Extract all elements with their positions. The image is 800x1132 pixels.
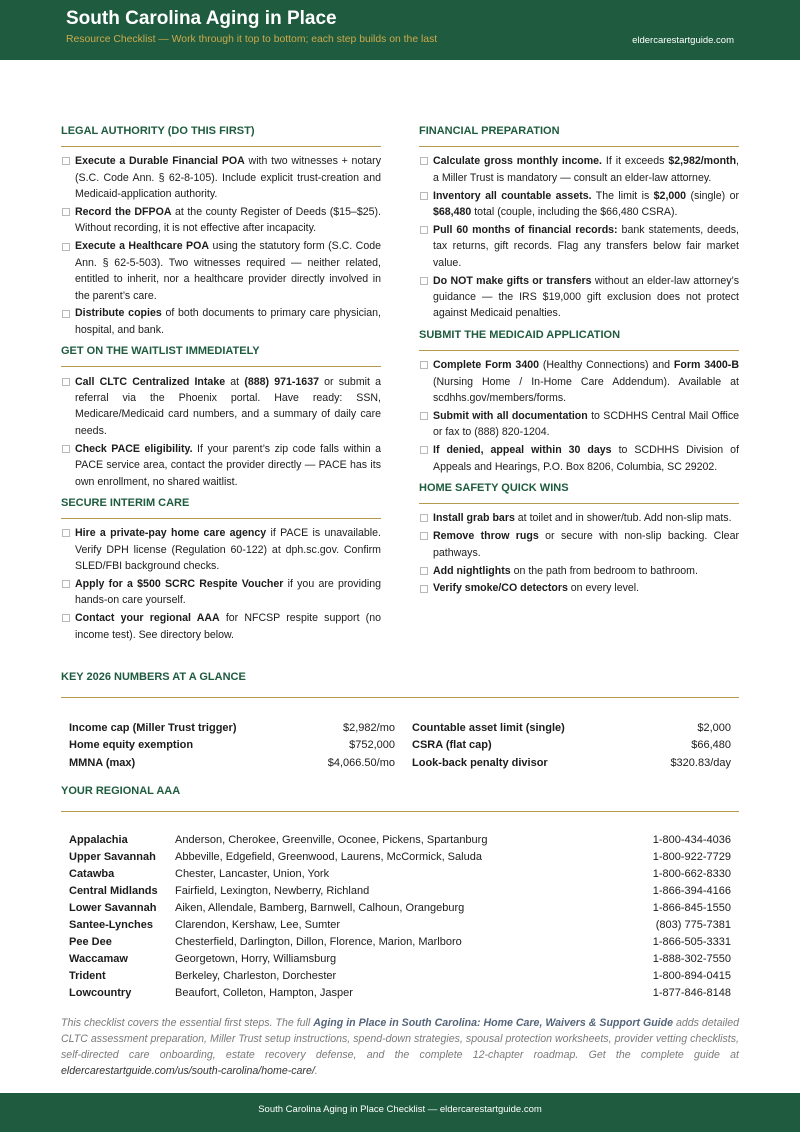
- checkbox[interactable]: [62, 243, 70, 251]
- checkbox[interactable]: [62, 529, 70, 537]
- checklist-item-text: [75, 155, 381, 200]
- aaa-region: Upper Savannah: [69, 851, 156, 863]
- closing-note: [61, 1015, 739, 1079]
- aaa-row: [61, 832, 739, 849]
- aaa-region: Lowcountry: [69, 987, 132, 999]
- aaa-row: [61, 849, 739, 866]
- checkbox[interactable]: [62, 445, 70, 453]
- checkbox[interactable]: [62, 580, 70, 588]
- aaa-counties: Fairfield, Lexington, Newberry, Richland: [175, 885, 370, 897]
- key-numbers-row: [61, 755, 739, 773]
- bold-text: Inventory all countable assets.: [433, 189, 592, 202]
- bold-text: $2,000: [653, 189, 687, 202]
- checklist-item-text: [433, 512, 732, 524]
- text-run: without an elder-law attorney’s guidance — the IRS $19,000 gift exclusion does not protect against Medicaid penalties.: [433, 274, 740, 320]
- bold-text: Call CLTC Centralized Intake: [75, 375, 226, 388]
- checklist-item-text: [433, 224, 739, 269]
- text-run: on every level.: [567, 582, 640, 595]
- bold-text: $2,982/month: [668, 155, 737, 168]
- checklist: [419, 510, 739, 597]
- key-number-pair: [412, 755, 731, 773]
- section-submit-the-medicaid-application: [419, 327, 739, 475]
- note-text: .: [314, 1065, 318, 1077]
- aaa-phone: 1-800-434-4036: [652, 834, 731, 846]
- bold-text: Calculate gross monthly income.: [433, 155, 602, 168]
- checklist: [61, 153, 381, 338]
- checklist-item-text: [75, 240, 381, 301]
- note-text: adds detailed CLTC assessment preparation, Miller Trust setup instructions, spend-down strategies, spousal protection worksheets, provider vetting checklists, self-directed care onboarding, estate recovery defense, and the complete 12-chapter roadmap. Get the complete guide at: [61, 1017, 740, 1061]
- bold-text: Submit with all documentation: [433, 409, 588, 422]
- text-run: to SCDHHS Division of Appeals and Hearings, P.O. Box 8206, Columbia, SC 29202.: [433, 444, 740, 473]
- text-run: If your parent’s zip code falls within a PACE service area, contact the provider directly — PACE has its own enrollment, no shared waitlist.: [75, 442, 381, 488]
- aaa-row: [61, 917, 739, 934]
- bold-text: Pull 60 months of financial records:: [433, 223, 618, 236]
- aaa-region: Santee-Lynches: [69, 919, 153, 931]
- text-run: on the path from bedroom to bathroom.: [510, 564, 698, 577]
- checklist-item: [61, 305, 381, 338]
- aaa-region: Lower Savannah: [69, 902, 157, 914]
- checkbox[interactable]: [420, 277, 428, 285]
- aaa-region: Appalachia: [69, 834, 128, 846]
- key-number-value: $320.83/day: [670, 756, 731, 769]
- bold-text: Install grab bars: [433, 512, 515, 525]
- checklist-item-text: [75, 443, 381, 488]
- key-number-label: CSRA (flat cap): [412, 739, 492, 752]
- text-run: at: [225, 375, 245, 388]
- bold-text: Contact your regional AAA: [75, 612, 220, 625]
- key-numbers-table: [61, 720, 739, 773]
- regional-aaa-table: [61, 832, 739, 1002]
- checkbox[interactable]: [420, 532, 428, 540]
- bold-text: Do NOT make gifts or transfers: [433, 274, 592, 287]
- checkbox[interactable]: [420, 226, 428, 234]
- bold-text: Check PACE eligibility.: [75, 442, 193, 455]
- checklist-item: [61, 238, 381, 304]
- key-number-value: $66,480: [691, 739, 731, 752]
- bold-text: $68,480: [433, 206, 472, 219]
- guide-link[interactable]: eldercarestartguide.com/us/south-carolina/home-care/: [61, 1065, 315, 1077]
- checkbox[interactable]: [62, 614, 70, 622]
- checklist-item-text: [433, 530, 739, 558]
- bold-text: If denied, appeal within 30 days: [433, 444, 612, 457]
- section-legal-authority-do-this-first: [61, 123, 381, 338]
- checkbox[interactable]: [420, 567, 428, 575]
- checklist-item-text: [75, 206, 381, 234]
- text-run: at toilet and in shower/tub. Add non-slip mats.: [514, 512, 732, 525]
- checklist-item-text: [75, 578, 381, 606]
- guide-title: Aging in Place in South Carolina: Home Care, Waivers & Support Guide: [313, 1017, 673, 1029]
- key-number-pair: [412, 737, 731, 755]
- checklist-item: [419, 153, 739, 186]
- bold-text: Add nightlights: [433, 564, 511, 577]
- checklist-item: [419, 442, 739, 475]
- key-number-pair: [412, 720, 731, 738]
- checklist-item: [419, 357, 739, 406]
- checklist-item: [419, 528, 739, 561]
- bold-text: Complete Form 3400: [433, 359, 539, 372]
- text-run: total (couple, including the $66,480 CSRA).: [471, 206, 678, 219]
- checklist: [419, 357, 739, 475]
- header-site-url: eldercarestartguide.com: [632, 35, 734, 46]
- checklist-item: [61, 610, 381, 643]
- section-heading: HOME SAFETY QUICK WINS: [419, 480, 739, 504]
- checkbox[interactable]: [62, 310, 70, 318]
- key-number-pair: [69, 737, 395, 755]
- bold-text: Record the DFPOA: [75, 206, 172, 219]
- bold-text: Hire a private-pay home care agency: [75, 527, 267, 540]
- footer-text: South Carolina Aging in Place Checklist — eldercarestartguide.com: [258, 1104, 542, 1115]
- text-run: for NFCSP respite support (no income test). See directory below.: [75, 612, 381, 641]
- text-run: If it exceeds: [601, 155, 669, 168]
- aaa-phone: 1-800-894-0415: [652, 970, 731, 982]
- bold-text: Distribute copies: [75, 307, 162, 320]
- key-number-pair: [69, 755, 395, 773]
- text-run: bank statements, deeds, tax returns, gift records. Flag any transfers below fair market value.: [433, 223, 739, 269]
- bold-text: Form 3400-B: [673, 359, 739, 372]
- checklist-item-text: [75, 612, 381, 640]
- checkbox[interactable]: [420, 192, 428, 200]
- checklist-item: [419, 188, 739, 221]
- section-heading: SUBMIT THE MEDICAID APPLICATION: [419, 327, 739, 351]
- text-run: if PACE is unavailable. Verify DPH license (Regulation 60-122) at dph.sc.gov. Confirm SLED/FBI background checks.: [75, 527, 381, 573]
- aaa-region: Pee Dee: [69, 936, 112, 948]
- checkbox[interactable]: [62, 378, 70, 386]
- aaa-row: [61, 968, 739, 985]
- checkbox[interactable]: [420, 446, 428, 454]
- checklist-item: [419, 563, 739, 579]
- aaa-phone: 1-800-922-7729: [652, 851, 731, 863]
- bold-text: Apply for a $500 SCRC Respite Voucher: [75, 577, 284, 590]
- aaa-counties: Chester, Lancaster, Union, York: [175, 868, 330, 880]
- key-number-label: Look-back penalty divisor: [412, 756, 548, 769]
- checklist-item: [61, 374, 381, 440]
- text-run: of both documents to primary care physician, hospital, and bank.: [75, 307, 381, 336]
- aaa-counties: Abbeville, Edgefield, Greenwood, Laurens, McCormick, Saluda: [175, 851, 482, 863]
- aaa-row: [61, 934, 739, 951]
- text-run: (single) or: [686, 189, 739, 202]
- bold-text: (888) 971-1637: [244, 375, 319, 388]
- checkbox[interactable]: [420, 361, 428, 369]
- bold-text: Execute a Healthcare POA: [75, 240, 209, 253]
- aaa-phone: 1-866-505-3331: [652, 936, 731, 948]
- key-number-label: Home equity exemption: [69, 739, 194, 752]
- key-number-value: $752,000: [349, 739, 395, 752]
- text-run: (Nursing Home / In-Home Care Addendum). Available at scdhhs.gov/members/forms.: [433, 375, 739, 404]
- checklist-item-text: [433, 410, 739, 438]
- aaa-phone: 1-866-845-1550: [652, 902, 731, 914]
- page-header: [0, 0, 800, 60]
- aaa-counties: Berkeley, Charleston, Dorchester: [175, 970, 337, 982]
- checklist-item-text: [433, 582, 639, 594]
- text-run: to SCDHHS Central Mail Office or fax to (888) 820-1204.: [433, 409, 740, 439]
- aaa-row: [61, 900, 739, 917]
- key-numbers-row: [61, 737, 739, 755]
- checkbox[interactable]: [62, 208, 70, 216]
- section-get-on-the-waitlist-immediately: [61, 343, 381, 490]
- key-numbers-row: [61, 720, 739, 738]
- checklist-item: [419, 408, 739, 441]
- key-numbers-section: [61, 669, 739, 772]
- checklist-item-text: [75, 307, 381, 335]
- checklist: [61, 525, 381, 643]
- text-run: or secure with non-slip backing. Clear pathways.: [433, 530, 739, 559]
- text-run: , a Miller Trust is mandatory — consult an elder-law attorney.: [433, 155, 739, 184]
- checklist-item: [61, 525, 381, 574]
- checklist-left-column: [61, 123, 381, 648]
- checklist: [419, 153, 739, 322]
- section-financial-preparation: [419, 123, 739, 322]
- key-number-pair: [69, 720, 395, 738]
- aaa-counties: Georgetown, Horry, Williamsburg: [175, 953, 337, 965]
- checkbox[interactable]: [420, 412, 428, 420]
- checkbox[interactable]: [62, 157, 70, 165]
- aaa-counties: Chesterfield, Darlington, Dillon, Florence, Marion, Marlboro: [175, 936, 462, 948]
- checkbox[interactable]: [420, 585, 428, 593]
- key-number-label: Countable asset limit (single): [412, 721, 565, 734]
- aaa-counties: Beaufort, Colleton, Hampton, Jasper: [175, 987, 353, 999]
- aaa-phone: 1-888-302-7550: [652, 953, 731, 965]
- key-number-label: MMNA (max): [69, 756, 136, 769]
- aaa-counties: Anderson, Cherokee, Greenville, Oconee, Pickens, Spartanburg: [175, 834, 488, 846]
- regional-aaa-section: [61, 783, 739, 1002]
- aaa-row: [61, 985, 739, 1002]
- checklist-item-text: [433, 359, 739, 404]
- aaa-region: Waccamaw: [69, 953, 128, 965]
- bold-text: Verify smoke/CO detectors: [433, 582, 568, 595]
- checklist-item-text: [433, 275, 739, 320]
- checklist-item: [61, 153, 381, 202]
- aaa-row: [61, 951, 739, 968]
- page-subtitle: Resource Checklist — Work through it top to bottom; each step builds on the last: [66, 34, 438, 45]
- checklist: [61, 374, 381, 490]
- key-number-label: Income cap (Miller Trust trigger): [69, 721, 237, 734]
- aaa-counties: Aiken, Allendale, Bamberg, Barnwell, Calhoun, Orangeburg: [175, 902, 465, 914]
- checklist-item: [61, 576, 381, 609]
- text-run: (Healthy Connections) and: [539, 359, 674, 372]
- section-secure-interim-care: [61, 495, 381, 643]
- aaa-phone: 1-866-394-4166: [652, 885, 731, 897]
- section-heading: KEY 2026 NUMBERS AT A GLANCE: [61, 669, 739, 698]
- checklist-item-text: [433, 444, 739, 472]
- aaa-counties: Clarendon, Kershaw, Lee, Sumter: [175, 919, 341, 931]
- aaa-region: Central Midlands: [69, 885, 158, 897]
- checklist-item: [61, 204, 381, 237]
- section-heading: LEGAL AUTHORITY (DO THIS FIRST): [61, 123, 381, 147]
- text-run: The limit is: [591, 189, 654, 202]
- checklist-item-text: [75, 376, 381, 437]
- bold-text: Remove throw rugs: [433, 530, 539, 543]
- note-text: This checklist covers the essential first steps. The full: [61, 1017, 314, 1029]
- checklist-item: [419, 510, 739, 526]
- checklist-item: [419, 222, 739, 271]
- text-run: using the statutory form (S.C. Code Ann. § 62-5-503). Two witnesses required — neither related, entitled to inherit, nor a healthcare provider directly involved in the parent’s care.: [75, 240, 382, 302]
- section-heading: SECURE INTERIM CARE: [61, 495, 381, 519]
- aaa-row: [61, 883, 739, 900]
- page-footer: [0, 1093, 800, 1132]
- text-run: or submit a referral via the Phoenix portal. Have ready: SSN, Medicare/Medicaid card numbers, and a summary of daily care needs.: [75, 375, 382, 437]
- checklist-right-column: [419, 123, 739, 602]
- aaa-phone: (803) 775-7381: [655, 919, 731, 931]
- checkbox[interactable]: [420, 157, 428, 165]
- section-heading: FINANCIAL PREPARATION: [419, 123, 739, 147]
- key-number-value: $2,000: [697, 721, 731, 734]
- aaa-region: Catawba: [69, 868, 115, 880]
- bold-text: Execute a Durable Financial POA: [75, 155, 245, 168]
- page-title: South Carolina Aging in Place: [66, 8, 337, 29]
- text-run: at the county Register of Deeds ($15–$25). Without recording, it is not effective after incapacity.: [75, 206, 381, 235]
- checklist-item-text: [433, 565, 698, 577]
- aaa-phone: 1-877-846-8148: [652, 987, 731, 999]
- checkbox[interactable]: [420, 514, 428, 522]
- checklist-item: [419, 580, 739, 596]
- checklist-item-text: [433, 190, 739, 218]
- aaa-phone: 1-800-662-8330: [652, 868, 731, 880]
- key-number-value: $2,982/mo: [343, 721, 395, 734]
- checklist-item: [61, 441, 381, 490]
- section-home-safety-quick-wins: [419, 480, 739, 597]
- aaa-row: [61, 866, 739, 883]
- checklist-item-text: [433, 155, 739, 183]
- text-run: with two witnesses + notary (S.C. Code Ann. § 62-8-105). Include explicit trust-creation and Medicaid-application authority.: [75, 155, 381, 201]
- aaa-region: Trident: [69, 970, 106, 982]
- section-heading: YOUR REGIONAL AAA: [61, 783, 739, 812]
- checklist-item-text: [75, 527, 381, 572]
- section-heading: GET ON THE WAITLIST IMMEDIATELY: [61, 343, 381, 367]
- key-number-value: $4,066.50/mo: [327, 756, 395, 769]
- text-run: if you are providing hands-on care yourself.: [75, 577, 381, 607]
- checklist-item: [419, 273, 739, 322]
